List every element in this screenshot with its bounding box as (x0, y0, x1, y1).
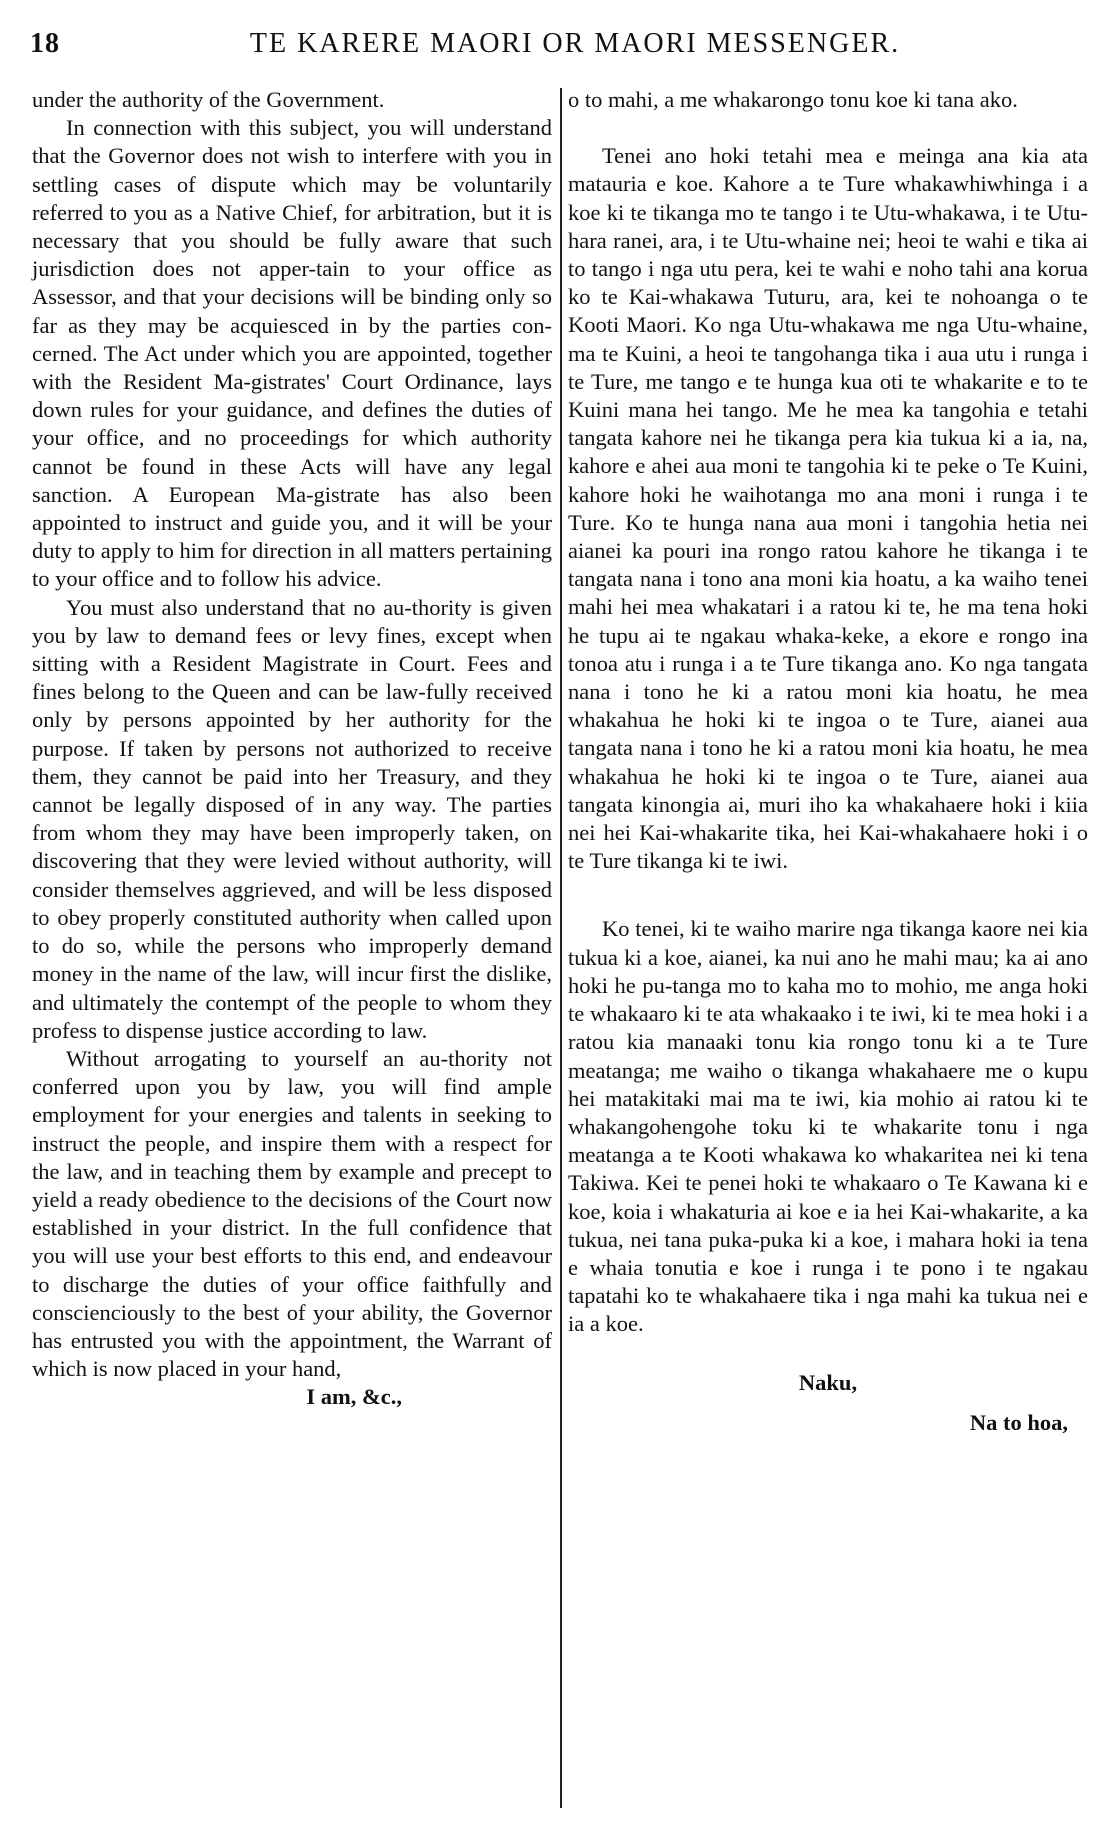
closing-signoff: I am, &c., (306, 1384, 402, 1410)
maori-column (568, 86, 1088, 1437)
paragraph-continuation-maori: o to mahi, a me whakarongo tonu koe ki tana ako. (568, 87, 1018, 112)
page-header (30, 28, 1090, 68)
paragraph-continuation: under the authority of the Government. (32, 87, 385, 112)
signature-na-to-hoa: Na to hoa, (969, 1409, 1068, 1435)
paragraph-utu-whakawa: Tenei ano hoki tetahi mea e meinga ana kia ata matauria e koe. Kahore a te Ture whakawhiwhinga i a koe ki te tikanga mo te tango i te Utu-whakawa, i te Utu-hara ranei, ara, i te Utu-whaine nei; heoi te wahi e tika ai to tango i nga utu pera, kei te wahi e noho tahi ana korua ko te Kai-whakawa Tuturu, ara, kei te nohoanga o te Kooti Maori. Ko nga Utu-whakawa me nga Utu-whaine, ma te Kuini, a heoi te tangohanga tika i aua utu i runga i te Ture, me tango e te hunga kua oti te whakarite e to te Kuini mana hei tango. Me he mea ka tangohia e tetahi tangata kahore nei he tikanga pera kia tukua ki a ia, na, kahore e ahei aua moni te tangohia ki te peke o Te Kuini, kahore hoki he waihotanga mo ana moni i runga i te Ture. Ko te hunga nana aua moni i tangohia hetia nei aianei ka pouri ina rongo ratou kahore he tikanga i te tangata nana i tono ana moni kia hoatu, a ka waiho tenei mahi hei mea whakatari i a ratou ki te, he ma tena hoki he tupu ai te ngakau whaka-keke, a ekore e rongo ina tonoa atu i runga i a te Ture tikanga ano. Ko nga tangata nana i tono he ki a ratou moni kia hoatu, he mea whakahua he hoki ki te ingoa o te Ture, aianei aua tangata nana i tono he ki a ratou moni kia hoatu, he mea whakahua he hoki ki te ingoa o te Ture, aianei aua tangata kinongia ai, muri iho ka whakahaere hoki i kiia nei hei Kai-whakarite tika, hei Kai-whakahaere hoki i o te Ture tikanga ki te iwi. (568, 143, 1088, 874)
column-divider (560, 88, 562, 1808)
paragraph-tikanga: Ko tenei, ki te waiho marire nga tikanga kaore nei kia tukua ki a koe, aianei, ka nui ano he mahi mau; ka ai ano hoki he pu-tanga mo to kaha mo to mohio, me anga hoki te whakaaro ki te ata whakaako i te iwi, ki te mea hoki i a ratou kia manaaki tonu kia rongo tonu ki a te Ture meatanga; me waiho o tikanga whakahaere me o kupu hei matakitaki mai ma te iwi, kia mohio ai ratou ki te whakangohengohe toku ki te whakarite tonu i nga meatanga a te Kooti whakawa ko whakaritea nei ki tena Takiwa. Kei te penei hoki te whakaaro o Te Kawana ki e koe, koia i whakaturia ai koe e ia hei Kai-whakarite, a ka tukua, nei tana puka-puka ki a koe, i mahara hoki ia tena e whaia tonutia e koe i runga i te pono i te ngakau tapatahi ko te whakahaere tika i nga mahi ka tukua nei e ia a koe. (568, 916, 1088, 1337)
paragraph-duties: Without arrogating to yourself an au-thority not conferred upon you by law, you will find ample employment for your energies and talents in seeking to instruct the people, and inspire them with a respect for the law, and in teaching them by example and precept to yield a ready obedience to the decisions of the Court now established in your district. In the full confidence that you will use your best efforts to this end, and endeavour to discharge the duties of your office faithfully and conscienciously to the best of your ability, the Governor has entrusted you with the appointment, the Warrant of which is now placed in your hand, (32, 1045, 552, 1382)
paragraph-fees-fines: You must also understand that no au-thority is given you by law to demand fees or levy fines, except when sitting with a Resident Magistrate in Court. Fees and fines belong to the Queen and can be law-fully received only by persons appointed by her authority for the purpose. If taken by persons not authorized to receive them, they cannot be paid into her Treasury, and they cannot be legally disposed of in any way. The parties from whom they may have been improperly taken, on discovering that they were levied without authority, will consider themselves aggrieved, and will be less disposed to obey properly constituted authority when called upon to do so, while the persons who improperly demand money in the name of the law, will incur first the dislike, and ultimately the contempt of the people to whom they profess to dispense justice according to law. (32, 594, 552, 1043)
running-title: TE KARERE MAORI OR MAORI MESSENGER. (249, 28, 901, 59)
signature-naku: Naku, (798, 1369, 858, 1395)
page-number: 18 (30, 28, 60, 59)
english-column (32, 86, 552, 1412)
paragraph-jurisdiction: In connection with this subject, you will understand that the Governor does not wish to interfere with you in settling cases of dispute which may be voluntarily referred to you as a Native Chief, for arbitration, but it is necessary that you should be fully aware that such jurisdiction does not apper-tain to your office as Assessor, and that your decisions will be binding only so far as they may be acquiesced in by the parties con-cerned. The Act under which you are appointed, together with the Resident Ma-gistrates' Court Ordinance, lays down rules for your guidance, and defines the duties of your office, and no proceedings for which authority cannot be found in these Acts will have any legal sanction. A European Ma-gistrate has also been appointed to instruct and guide you, and it will be your duty to apply to him for direction in all matters pertaining to your office and to follow his advice. (32, 115, 552, 592)
